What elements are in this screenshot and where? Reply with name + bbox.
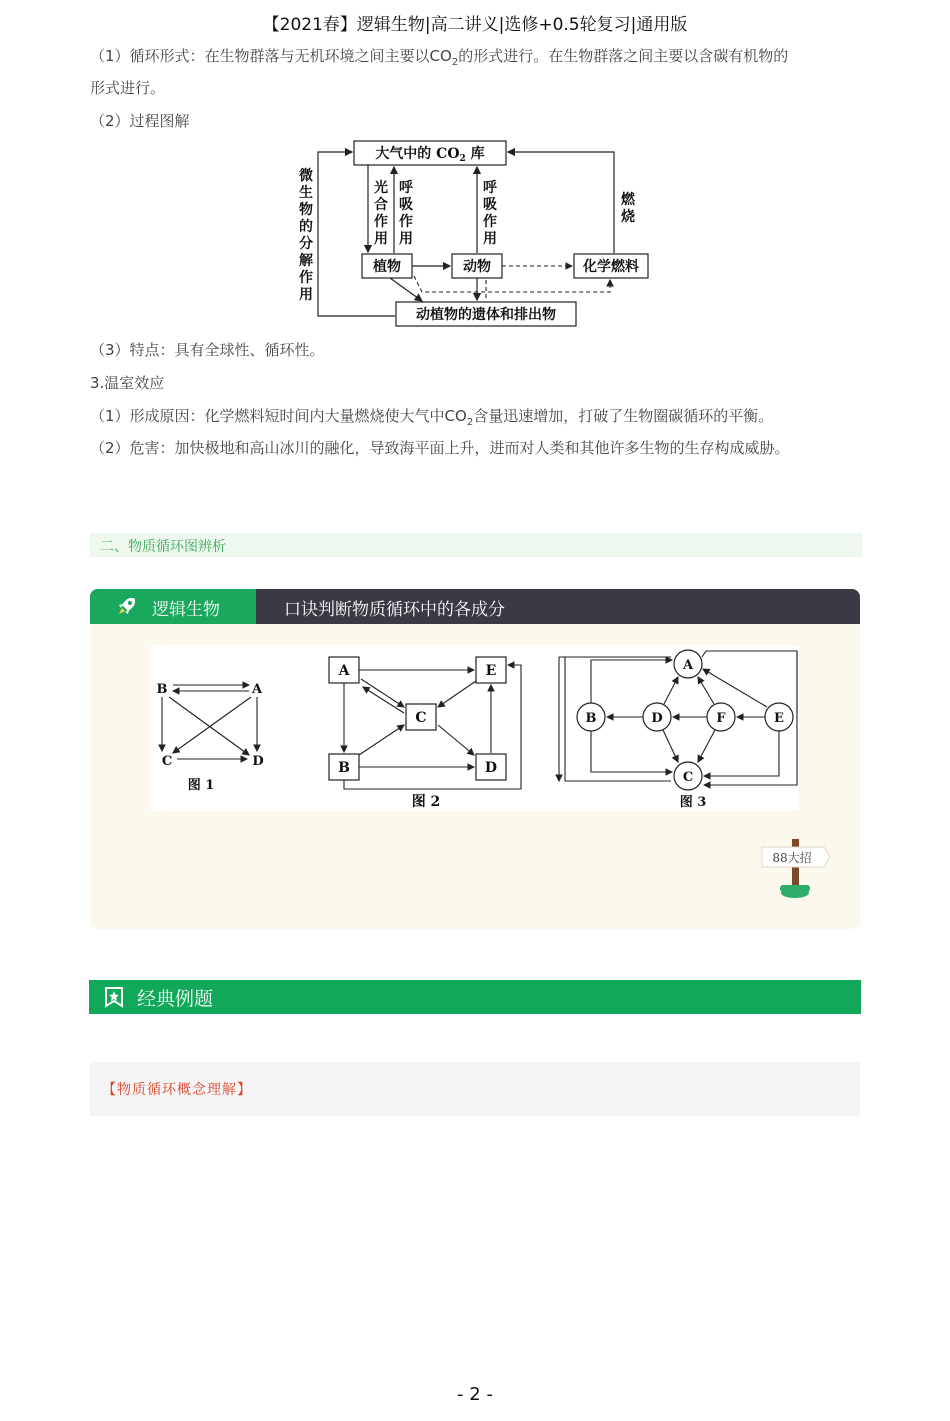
card-tag-label: 逻辑生物 (152, 600, 220, 620)
signpost-label: 88大招 (772, 851, 812, 865)
cycle-figures (151, 645, 799, 811)
fig2-label: 图 2 (411, 794, 441, 810)
fig3-node-e: E (774, 711, 784, 726)
card-tag (90, 589, 256, 624)
fig1-node-a: A (251, 682, 263, 697)
example-label: 【物质循环概念理解】 (102, 1082, 252, 1098)
decomposition-char: 微 (299, 168, 313, 184)
respiration-char: 用 (483, 231, 497, 247)
combustion-char: 烧 (621, 209, 635, 225)
tip-card (90, 589, 860, 929)
subscript: 2 (466, 417, 474, 428)
photosynthesis-char: 合 (374, 197, 388, 213)
fig1-node-b: B (156, 682, 168, 697)
decomposition-char: 作 (299, 270, 313, 286)
text: 含量迅速增加，打破了生物圈碳循环的平衡。 (473, 407, 774, 425)
paragraph-harm: （2）危害：加快极地和高山冰川的融化，导致海平面上升，进而对人类和其他许多生物的生存构成威胁。 (90, 439, 790, 457)
paragraph-cycle-form (90, 45, 788, 74)
fig3-label: 图 3 (679, 795, 707, 810)
combustion-char: 燃 (621, 192, 635, 208)
rocket-icon (116, 595, 138, 617)
fig2-node-d: D (484, 760, 498, 776)
text: 的形式进行。在生物群落之间主要以含碳有机物的 (458, 47, 789, 65)
respiration-char: 吸 (399, 197, 413, 213)
figure-2 (329, 657, 521, 810)
fig2-node-b: B (338, 760, 350, 776)
fig2-node-c: C (415, 710, 427, 726)
section-title: 二、物质循环图辨析 (100, 539, 226, 555)
figure-1 (157, 682, 264, 793)
decomposition-char: 的 (299, 219, 313, 235)
decomposition-char: 分 (299, 236, 313, 252)
photosynthesis-char: 作 (374, 214, 388, 230)
bookmark-star-icon (103, 986, 125, 1008)
decomposition-char: 用 (299, 287, 313, 303)
respiration-char: 呼 (483, 180, 497, 196)
signpost-icon (758, 839, 838, 899)
fig1-node-d: D (252, 754, 264, 769)
figure-3 (559, 650, 797, 810)
carbon-cycle-diagram (290, 136, 670, 332)
paragraph-cause (90, 405, 773, 434)
document-header: 【2021春】逻辑生物|高二讲义|选修+0.5轮复习|通用版 (262, 15, 688, 35)
fig1-node-c: C (161, 754, 173, 769)
decomposition-char: 解 (299, 253, 313, 269)
respiration-char: 作 (399, 214, 413, 230)
card-title: 口诀判断物质循环中的各成分 (284, 600, 505, 620)
respiration-char: 作 (483, 214, 497, 230)
fig2-node-a: A (338, 663, 350, 679)
fig1-label: 图 1 (187, 778, 215, 793)
respiration-char: 吸 (483, 197, 497, 213)
subscript: 2 (451, 57, 459, 68)
fig3-node-b: B (585, 711, 597, 726)
paragraph-cycle-form-cont: 形式进行。 (90, 79, 166, 97)
example-box (90, 1062, 860, 1116)
photosynthesis-char: 光 (374, 180, 388, 196)
card-header (90, 589, 860, 624)
examples-title: 经典例题 (137, 988, 214, 1010)
page-number: - 2 - (457, 1384, 493, 1405)
animal-label: 动物 (463, 259, 491, 275)
fig3-node-a: A (682, 658, 694, 673)
photosynthesis-char: 用 (374, 231, 388, 247)
respiration-char: 用 (399, 231, 413, 247)
decomposition-char: 生 (299, 185, 313, 201)
fig3-node-c: C (682, 770, 694, 785)
fig3-node-d: D (651, 711, 663, 726)
paragraph-process-diagram: （2）过程图解 (90, 112, 190, 130)
fig2-node-e: E (485, 663, 497, 679)
text: （1）循环形式：在生物群落与无机环境之间主要以CO (90, 47, 452, 65)
section-heading-bar (90, 533, 862, 557)
co2-pool-label: 大气中的 $CO_2$ 库 (375, 146, 485, 164)
heading-greenhouse: 3.温室效应 (90, 374, 165, 392)
decomposition-char: 物 (299, 202, 313, 218)
remains-label: 动植物的遗体和排出物 (416, 307, 556, 323)
respiration-char: 呼 (399, 180, 413, 196)
text: （1）形成原因：化学燃料短时间内大量燃烧使大气中CO (90, 407, 467, 425)
fossil-fuel-label: 化学燃料 (583, 259, 639, 275)
examples-heading-bar (89, 980, 861, 1014)
plant-label: 植物 (373, 259, 401, 275)
paragraph-features: （3）特点：具有全球性、循环性。 (90, 341, 325, 359)
figures-panel (151, 645, 799, 811)
fig3-node-f: F (716, 711, 726, 726)
